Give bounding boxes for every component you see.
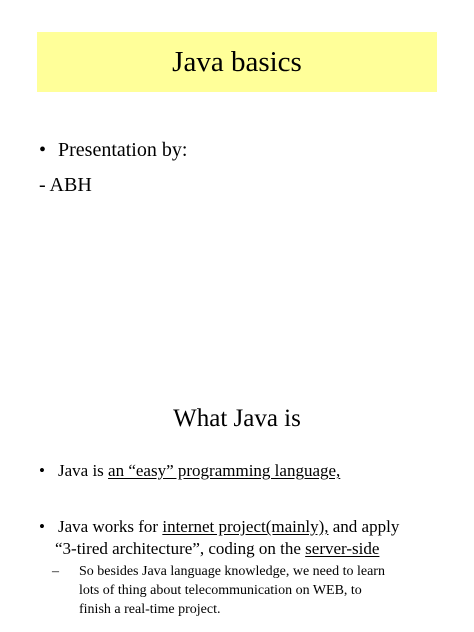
sub-bullet-line: lots of thing about telecommunication on WEB, to [79,583,362,598]
bullet-item-easy-language [39,460,340,482]
sub-bullet-line: finish a real-time project. [79,602,221,617]
bullet-item-presentation [39,138,187,162]
underlined-phrase: an “easy” programming language, [108,461,341,480]
slide-title: Java basics [172,45,302,78]
author-line: - ABH [39,174,92,196]
dash-icon: – [52,564,59,579]
bullet-text: Java is [58,461,109,480]
slide-2 [0,332,474,632]
bullet-text: Java works for [58,517,163,536]
bullet-text: “3-tired architecture”, coding on the [55,539,306,558]
title-box [37,32,437,92]
bullet-text: Presentation by: [58,139,188,161]
bullet-icon: • [39,461,45,480]
bullet-icon: • [39,139,47,161]
bullet-item-internet-project [39,516,399,538]
bullet-icon: • [39,517,45,536]
bullet-item-continuation [55,538,379,560]
sub-bullet-text: So besides Java language knowledge, we need to learn [79,564,385,579]
sub-bullet-line [52,562,385,581]
bullet-text: and apply [328,517,400,536]
underlined-phrase: internet project(mainly), [162,517,329,536]
underlined-phrase: server-side [305,539,380,558]
slide-title: What Java is [173,405,301,432]
